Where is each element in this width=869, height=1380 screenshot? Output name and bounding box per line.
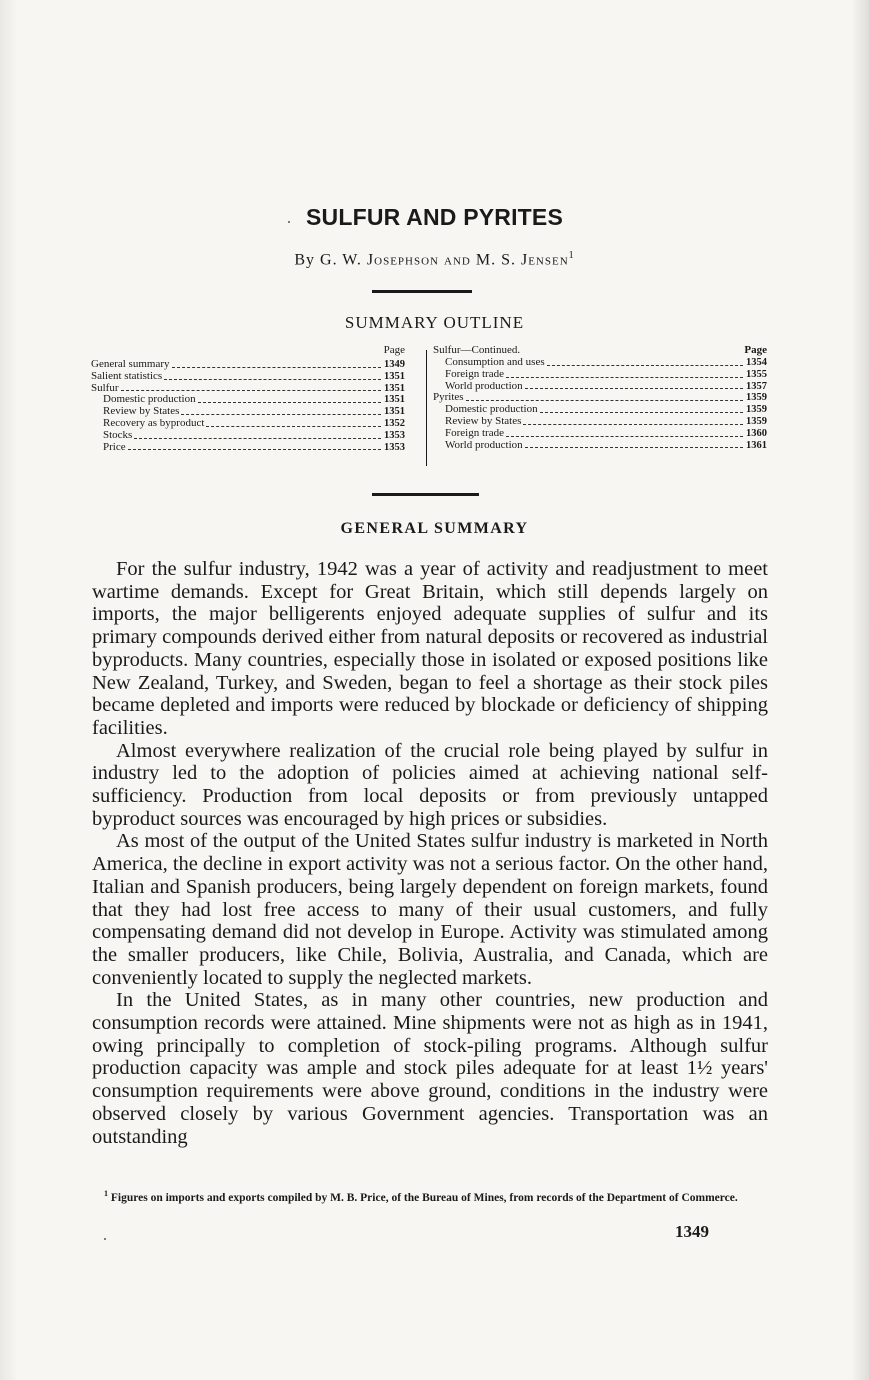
paragraph: For the sulfur industry, 1942 was a year of activity and readjustment to meet wartime demands. Except for Great Britain, which still depends largely on imports, the major belligerents enjoyed adequate supplies of sulfur and its primary compounds derived either from natural deposits or recovered as industrial byproducts. Many countries, especially those in isolated or exposed positions like New Zealand, Turkey, and Sweden, began to feel a shortage as their stock piles became depleted and imports were reduced by blockade or deficiency of shipping facilities.	[92, 558, 768, 739]
outline-entry-page: 1351	[384, 370, 405, 382]
outline-leader-dots	[547, 364, 743, 366]
footnote-mark: 1	[104, 1189, 108, 1198]
outline-leader-dots	[128, 448, 381, 450]
outline-leader-dots	[134, 437, 381, 439]
outline-entry-label: Foreign trade	[445, 367, 504, 380]
outline-leader-dots	[525, 446, 743, 448]
outline-entry-label: Domestic production	[103, 393, 196, 406]
outline-entry-label: World production	[445, 438, 523, 451]
outline-entry-label: Consumption and uses	[445, 356, 545, 368]
outline-entry-label: World production	[445, 379, 523, 392]
outline-entry	[433, 440, 767, 452]
scan-speck	[288, 221, 290, 223]
byline-prefix: By	[294, 251, 316, 269]
outline-entry-page: 1351	[384, 406, 405, 418]
outline-entry-label: Pyrites	[433, 391, 464, 404]
outline-continued-label: Sulfur—Continued.	[433, 344, 521, 357]
outline-leader-dots	[506, 435, 743, 437]
outline-entry	[91, 430, 405, 442]
byline-conjunction: and	[444, 251, 471, 269]
outline-leader-dots	[164, 378, 381, 380]
outline-entry-page: 1361	[746, 439, 767, 451]
outline-entry-page: 1359	[746, 415, 767, 427]
author1-name: Josephson	[366, 251, 439, 269]
footnote	[96, 1188, 772, 1204]
paragraph: As most of the output of the United States sulfur industry is marketed in North America, the decline in export activity was not a serious factor. On the other hand, Italian and Spanish producers, being largely dependent on foreign markets, found that they had lost free access to many of their usual customers, and fully compensating demand did not develop in Europe. Activity was stimulated among the smaller producers, like Chile, Bolivia, Australia, and Canada, which are conveniently located to supply the neglected markets.	[92, 830, 768, 989]
outline-leader-dots	[172, 366, 382, 368]
byline	[0, 250, 869, 269]
document-title: SULFUR AND PYRITES	[305, 204, 564, 230]
outline-entry-page: 1351	[384, 382, 405, 394]
outline-entry-page: 1359	[746, 392, 767, 404]
outline-entry-label: Stocks	[103, 428, 133, 441]
author2-name: Jensen	[520, 251, 569, 269]
outline-entry-page: 1357	[746, 380, 767, 392]
outline-page-header-left: Page	[383, 344, 405, 356]
outline-leader-dots	[121, 389, 382, 391]
outline-entry	[433, 428, 767, 440]
outline-entry-label: Sulfur	[91, 381, 119, 394]
outline-entry-page: 1352	[384, 417, 405, 429]
outline-entry-page: 1354	[746, 357, 767, 368]
outline-entry-page: 1353	[384, 429, 405, 441]
outline-entry	[91, 371, 405, 383]
outline-right-column	[433, 345, 767, 451]
outline-entry-label: Foreign trade	[445, 426, 504, 439]
outline-entry-page: 1359	[746, 404, 767, 416]
outline-page-header-right: Page	[744, 344, 767, 357]
outline-divider	[372, 493, 479, 496]
outline-entry-label: Price	[103, 440, 126, 453]
title-divider	[372, 290, 472, 293]
outline-entry-label: Review by States	[445, 414, 522, 427]
outline-entry-page: 1351	[384, 394, 405, 406]
paragraph: In the United States, as in many other countries, new production and consumption records were attained. Mine shipments were not as high as in 1941, owing principally to completion of stock-piling programs. Although sulfur production capacity was ample and stock piles adequate for at least 1½ years' consumption requirements were above ground, conditions in the industry were observed closely by various Government agencies. Transportation was an outstanding	[92, 989, 768, 1148]
outline-entry-page: 1353	[384, 441, 405, 453]
page-number: 1349	[675, 1222, 709, 1241]
byline-footnote-mark: 1	[568, 250, 575, 261]
body-text	[92, 558, 768, 1148]
scan-speck	[104, 1238, 106, 1240]
outline-heading: SUMMARY OUTLINE	[344, 313, 525, 332]
paragraph: Almost everywhere realization of the crucial role being played by sulfur in industry led to the adoption of policies aimed at achieving national self-sufficiency. Production from local deposits or from previously untapped byproduct sources was encouraged by high prices or subsidies.	[92, 739, 768, 830]
outline-leader-dots	[198, 401, 381, 403]
outline-entry	[433, 381, 767, 393]
outline-entry-page: 1349	[384, 359, 405, 370]
outline-leader-dots	[525, 387, 743, 389]
outline-entry	[91, 442, 405, 454]
section-heading: GENERAL SUMMARY	[340, 520, 529, 537]
outline-entry-label: Review by States	[103, 405, 180, 418]
outline-entry	[433, 369, 767, 381]
outline-left-column	[91, 345, 405, 453]
outline-entry-label: Salient statistics	[91, 369, 163, 382]
outline-leader-dots	[466, 399, 743, 401]
footnote-text: Figures on imports and exports compiled by M. B. Price, of the Bureau of Mines, from records of the Department of Commerce.	[110, 1191, 738, 1204]
outline-entry-page: 1355	[746, 368, 767, 380]
outline-entry-label: General summary	[91, 358, 170, 370]
outline-entry	[91, 418, 405, 430]
outline-leader-dots	[506, 376, 743, 378]
outline-column-divider	[426, 350, 427, 466]
outline-entry-label: Domestic production	[445, 403, 538, 416]
outline-leader-dots	[206, 425, 381, 427]
author2-initials: M. S.	[475, 251, 516, 269]
outline-entry-page: 1360	[746, 427, 767, 439]
outline-leader-dots	[181, 413, 381, 415]
outline-leader-dots	[523, 423, 743, 425]
outline-entry	[433, 416, 767, 428]
author1-initials: G. W.	[320, 251, 362, 269]
outline-entry-label: Recovery as byproduct	[103, 416, 205, 429]
outline-leader-dots	[540, 411, 743, 413]
